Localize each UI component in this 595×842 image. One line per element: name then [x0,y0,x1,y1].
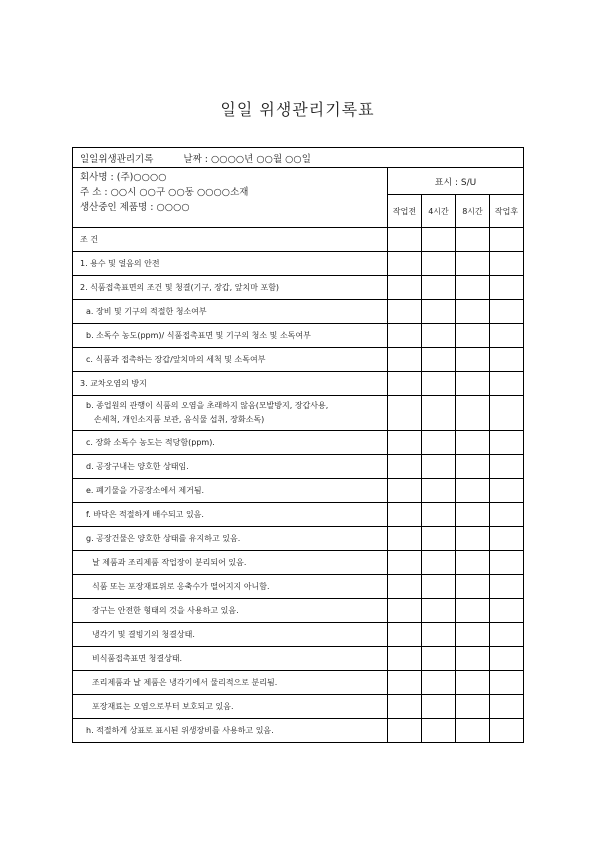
checklist-item-text: b. 소독수 농도(ppm)/ 식품접촉표면 및 기구의 청소 및 소독여부 [86,331,311,340]
check-cell[interactable] [388,276,422,300]
company-name: 회사명 : (주)○○○○ [80,172,167,183]
check-cell[interactable] [490,695,524,719]
checklist-row [73,252,524,276]
record-name: 일일위생관리기록 [80,153,154,165]
check-cell[interactable] [456,228,490,252]
check-cell[interactable] [388,455,422,479]
check-cell[interactable] [490,276,524,300]
checklist-row [73,479,524,503]
check-cell[interactable] [456,252,490,276]
check-cell[interactable] [388,479,422,503]
checklist-item-text-cont: 손세척, 개인소지품 보관, 음식물 섭취, 장화소독) [94,415,265,424]
check-cell[interactable] [388,647,422,671]
checklist-item-label [73,503,388,527]
checklist-row [73,551,524,575]
check-cell[interactable] [422,599,456,623]
checklist-row [73,599,524,623]
checklist-item-text: 장구는 안전한 형태의 것을 사용하고 있음. [92,606,239,615]
checklist-row [73,719,524,743]
check-cell[interactable] [388,671,422,695]
checklist-row [73,300,524,324]
checklist-item-text: 조리제품과 날 제품은 냉각기에서 물리적으로 분리됨. [92,678,278,687]
checklist-item-text: h. 적절하게 상표로 표시된 위생장비를 사용하고 있음. [86,726,274,735]
check-cell[interactable] [456,599,490,623]
check-cell[interactable] [456,348,490,372]
check-cell[interactable] [456,503,490,527]
check-cell[interactable] [490,252,524,276]
check-cell[interactable] [388,719,422,743]
check-cell[interactable] [422,372,456,396]
check-cell[interactable] [490,228,524,252]
checklist-item-text: 3. 교차오염의 방지 [80,379,147,388]
col-8-hours: 8시간 [456,195,490,228]
checklist-item-text: f. 바닥은 적절하게 배수되고 있음. [86,510,204,519]
check-cell[interactable] [456,671,490,695]
check-cell[interactable] [422,252,456,276]
company-info [73,168,388,228]
check-cell[interactable] [490,599,524,623]
checklist-row [73,695,524,719]
checklist-row [73,431,524,455]
check-cell[interactable] [456,647,490,671]
check-cell[interactable] [456,527,490,551]
check-cell[interactable] [388,228,422,252]
checklist-item-label [73,228,388,252]
hygiene-record-table [72,147,524,743]
check-cell[interactable] [490,300,524,324]
col-4-hours: 4시간 [422,195,456,228]
check-cell[interactable] [422,671,456,695]
check-cell[interactable] [456,455,490,479]
checklist-item-text: 포장재료는 오염으로부터 보호되고 있음. [92,702,234,711]
check-cell[interactable] [388,396,422,431]
check-cell[interactable] [388,324,422,348]
checklist-item-label [73,527,388,551]
checklist-item-text: 냉각기 및 결빙기의 청결상태. [92,630,195,639]
check-cell[interactable] [456,300,490,324]
check-cell[interactable] [388,503,422,527]
checklist-row [73,647,524,671]
checklist-item-label [73,396,388,431]
check-cell[interactable] [490,324,524,348]
check-cell[interactable] [456,551,490,575]
check-cell[interactable] [490,455,524,479]
check-cell[interactable] [388,372,422,396]
checklist-row [73,623,524,647]
checklist-item-label [73,647,388,671]
check-cell[interactable] [422,228,456,252]
check-cell[interactable] [388,300,422,324]
check-cell[interactable] [422,695,456,719]
check-cell[interactable] [490,372,524,396]
check-cell[interactable] [422,719,456,743]
checklist-item-text: c. 장화 소독수 농도는 적당함(ppm). [86,438,215,447]
check-cell[interactable] [490,396,524,431]
checklist-item-label [73,575,388,599]
checklist-row [73,348,524,372]
company-product: 생산중인 제품명 : ○○○○ [80,202,190,213]
check-cell[interactable] [490,623,524,647]
checklist-item-label [73,431,388,455]
checklist-item-label [73,300,388,324]
company-sign-row [73,168,524,195]
col-after-work: 작업후 [490,195,524,228]
check-cell[interactable] [490,503,524,527]
check-cell[interactable] [490,431,524,455]
check-cell[interactable] [422,431,456,455]
checklist-item-label [73,551,388,575]
sign-legend: 표시 : S/U [388,168,524,195]
date-label: 날짜 : ○○○○년 ○○월 ○○일 [183,153,311,165]
checklist-row [73,324,524,348]
checklist-item-label [73,252,388,276]
checklist-row [73,455,524,479]
check-cell[interactable] [388,599,422,623]
check-cell[interactable] [388,252,422,276]
checklist-item-text: d. 공장구내는 양호한 상태임. [86,462,189,471]
checklist-item-label [73,695,388,719]
check-cell[interactable] [422,575,456,599]
check-cell[interactable] [490,671,524,695]
checklist-item-label [73,671,388,695]
check-cell[interactable] [422,276,456,300]
checklist-item-label [73,599,388,623]
check-cell[interactable] [388,431,422,455]
check-cell[interactable] [490,479,524,503]
checklist-row [73,372,524,396]
check-cell[interactable] [422,348,456,372]
check-cell[interactable] [388,527,422,551]
check-cell[interactable] [456,623,490,647]
company-address: 주 소 : ○○시 ○○구 ○○동 ○○○○소재 [80,187,249,198]
check-cell[interactable] [422,503,456,527]
checklist-item-text: b. 종업원의 관행이 식품의 오염을 초래하지 않음(모발방지, 장갑사용, [86,401,329,410]
check-cell[interactable] [490,527,524,551]
check-cell[interactable] [422,300,456,324]
check-cell[interactable] [388,551,422,575]
check-cell[interactable] [456,372,490,396]
check-cell[interactable] [422,396,456,431]
checklist-item-text: 비식품접촉표면 청결상태. [92,654,183,663]
check-cell[interactable] [422,479,456,503]
checklist-row [73,527,524,551]
checklist-item-label [73,372,388,396]
check-cell[interactable] [388,623,422,647]
check-cell[interactable] [456,575,490,599]
check-cell[interactable] [422,623,456,647]
check-cell[interactable] [422,455,456,479]
checklist-item-label [73,623,388,647]
check-cell[interactable] [388,695,422,719]
checklist-item-text: c. 식품과 접촉하는 장갑/앞치마의 세척 및 소독여부 [86,355,266,364]
check-cell[interactable] [422,324,456,348]
checklist-item-text: 조 건 [80,235,98,244]
check-cell[interactable] [456,431,490,455]
checklist-row [73,575,524,599]
header-cell [73,148,524,168]
checklist-item-text: 1. 용수 및 얼음의 안전 [80,259,160,268]
checklist-item-label [73,719,388,743]
check-cell[interactable] [456,276,490,300]
col-before-work: 작업전 [388,195,422,228]
checklist-item-text: g. 공장건물은 양호한 상태를 유지하고 있음. [86,534,241,543]
check-cell[interactable] [490,719,524,743]
check-cell[interactable] [456,396,490,431]
checklist-item-text: a. 장비 및 기구의 적절한 청소여부 [86,307,207,316]
check-cell[interactable] [388,575,422,599]
checklist-item-label [73,479,388,503]
checklist-item-text: 2. 식품접촉표면의 조건 및 청결(기구, 장갑, 앞치마 포함) [80,283,280,292]
check-cell[interactable] [490,575,524,599]
check-cell[interactable] [490,348,524,372]
check-cell[interactable] [456,479,490,503]
checklist-item-text: 날 제품과 조리제품 작업장이 분리되어 있음. [92,558,247,567]
checklist-row [73,671,524,695]
check-cell[interactable] [422,527,456,551]
checklist-item-text: 식품 또는 포장재료위로 응축수가 떨어지지 아니함. [92,582,270,591]
page-title: 일일 위생관리기록표 [220,100,375,119]
check-cell[interactable] [456,695,490,719]
checklist-row [73,276,524,300]
checklist-row [73,228,524,252]
checklist-item-text: e. 폐기물을 가공장소에서 제거됨. [86,486,205,495]
checklist-row [73,503,524,527]
checklist-item-label [73,348,388,372]
check-cell[interactable] [422,647,456,671]
check-cell[interactable] [456,719,490,743]
checklist-row [73,396,524,431]
check-cell[interactable] [490,551,524,575]
checklist-item-label [73,324,388,348]
checklist-item-label [73,276,388,300]
checklist-item-label [73,455,388,479]
check-cell[interactable] [456,324,490,348]
header-row [73,148,524,168]
check-cell[interactable] [422,551,456,575]
check-cell[interactable] [490,647,524,671]
check-cell[interactable] [388,348,422,372]
